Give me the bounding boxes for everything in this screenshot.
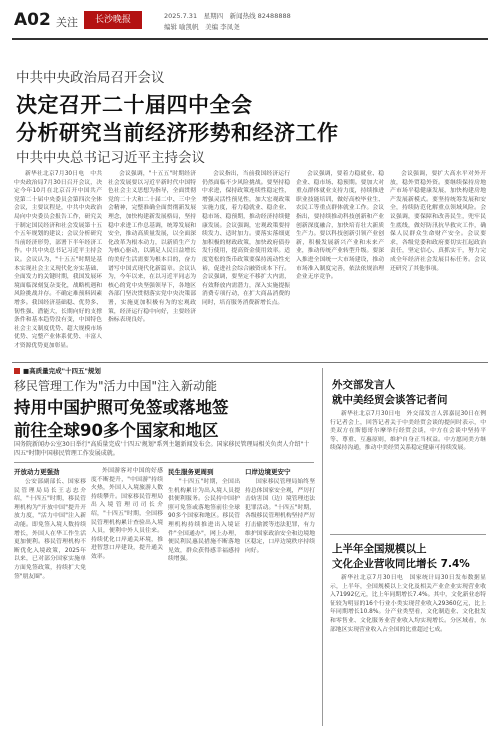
section-heading-border: 口岸边境更安宁 bbox=[245, 468, 291, 476]
second-headline-line1: 持用中国护照可免签或落地签 bbox=[14, 398, 229, 417]
second-headline-line2: 前往全球90多个国家和地区 bbox=[14, 421, 219, 440]
section-heading-open: 开放动力更强劲 bbox=[14, 468, 60, 476]
side1-body bbox=[330, 410, 486, 530]
lead-headline-line2: 分析研究当前经济形势和经济工作 bbox=[16, 121, 339, 145]
second-text-1: 公安部副部长、国家移民管理局局长王志忠介绍，"十四五"时期，移民管理机构为"开放中国"提升开放力度，"活力中国"注入新动能。即免签入境人数持续增长，外国人在华工作生活更加便利。移民管理机构不断优化入境政策，2025年以来，已对部分国家实施单方面免签政策，持续扩大免签"朋友圈"。 bbox=[14, 479, 86, 580]
masthead-divider bbox=[12, 38, 488, 40]
second-column-2 bbox=[91, 467, 163, 726]
lead-column-4 bbox=[296, 170, 384, 358]
editor-line: 编辑 喻凯帆 美编 李凤尧 bbox=[164, 23, 240, 31]
section-label: 关注 bbox=[56, 16, 78, 29]
lead-column-1 bbox=[14, 170, 102, 358]
lead-text-1: 新华社北京7月30日电 中共中央政治局7月30日召开会议，决定今年10月在北京召开中国共产党第二十届中央委员会第四次全体会议，主要议程是，中共中央政治局向中央委员会报告工作，研究关于制定国民经济和社会发展第十五个五年规划的建议；会议分析研究当前经济形势，部署下半年经济工作。中共中央总书记习近平主持会议。会议认为，"十五五"时期是基本实现社会主义现代化夯实基础、全面发力的关键时期，我国发展环境面临深刻复杂变化，战略机遇和风险挑战并存。不确定难预料因素增多。我国经济基础稳、优势多、韧性强、潜能大，长期向好的支撑条件和基本趋势没有变，中国特色社会主义制度优势、超大规模市场优势、完整产业体系优势、丰富人才资源优势更加彰显。 bbox=[14, 171, 102, 349]
side-break bbox=[330, 534, 486, 535]
side2-body bbox=[330, 574, 486, 726]
lead-column-2 bbox=[108, 170, 196, 358]
second-text-4: 国家移民管理局始终坚持总体国家安全观，严厉打击妨害国（边）境管理违法犯罪活动。"十四五"时期，各级移民管理机构坚持严厉打击偷渡等违法犯罪，有力维护国家政治安全和边境地区稳定，口岸边境秩序持续向好。 bbox=[245, 479, 315, 554]
side1-text: 新华社北京7月30日电 外交部发言人郭嘉昆30日在例行记者会上，回答记者关于中美经贸会谈的提问时表示，中美双方在斯德哥尔摩举行经贸会谈，中方在会谈中坚持平等、尊重、互惠原则，维护自身正当权益。中方愿同美方继续保持沟通，推动中美经贸关系稳定健康可持续发展。 bbox=[330, 411, 486, 452]
masthead bbox=[0, 0, 500, 38]
second-column-4 bbox=[245, 478, 315, 726]
newspaper-logo: 长沙晚报 bbox=[84, 11, 142, 29]
lead-divider bbox=[14, 462, 314, 463]
date-line: 2025.7.31 星期四 新闻热线 82488888 bbox=[164, 12, 291, 20]
lead-text-5: 会议强调，要扩大高水平对外开放，稳外贸稳外资。要继续保持房地产市场平稳健康发展，加快构建房地产发展新模式。要坚持统筹发展和安全，持续防范化解重点领域风险。会议强调，要保障和改善民生，兜牢民生底线，做好防汛抗旱救灾工作，确保人民群众生命财产安全。会议要求，各级党委和政府要切实扛起政治责任，坚定信心、真抓实干，努力完成全年经济社会发展目标任务。会议还研究了其他事项。 bbox=[390, 171, 486, 272]
second-text-2: 外国游客对中国的好感度不断提升，"中国游"持续火热，外国人入境旅游人数持续攀升。国家移民管理局出入境管理司司长介绍，"十四五"时期，全国移民管理机构累计查验出入境人员，便利中外人员往来。持续优化口岸通关环境，推进智慧口岸建设，提升通关效率。 bbox=[91, 468, 163, 560]
lead-column-3 bbox=[202, 170, 290, 358]
lead-text-3: 会议指出，当前我国经济运行仍然面临不少风险挑战。要坚持稳中求进，保持政策连续性稳定性，增强灵活性预见性，加大宏观政策实施力度，着力稳就业、稳企业、稳市场、稳预期，推动经济持续健康发展。会议强调，宏观政策要持续发力、适时加力。要落实落细更加积极的财政政策，加快政府债券发行使用，提高资金使用效率。适度宽松的货币政策要保持流动性充裕，促进社会综合融资成本下行。会议强调，要坚定不移扩大内需，有效释放内需潜力，深入实施提振消费专项行动，在扩大商品消费的同时，培育服务消费新增长点。 bbox=[202, 171, 290, 306]
lead-text-2: 会议强调，"十五五"时期经济社会发展要以习近平新时代中国特色社会主义思想为指导，全面贯彻党的二十大和二十届二中、三中全会精神，完整准确全面贯彻新发展理念，加快构建新发展格局，坚持稳中求进工作总基调，统筹发展和安全，推动高质量发展，以全面深化改革为根本动力，以新质生产力为核心驱动，以满足人民日益增长的美好生活需要为根本目的，奋力谱写中国式现代化新篇章。会议认为，今年以来，在以习近平同志为核心的党中央坚强领导下，各地区各部门坚决贯彻落实党中央决策部署，实施更加积极有为的宏观政策，经济运行稳中向好，主要经济指标表现良好。 bbox=[108, 171, 196, 324]
side2-text: 新华社北京7月30日电 国家统计局30日发布数据显示，上半年，全国规模以上文化及相关产业企业实现营业收入71992亿元，比上年同期增长7.4%。其中，文化新业态特征较为明显的16个行业小类实现营业收入29360亿元，比上年同期增长10.8%。分产业类型看，文化制造业、文化批发和零售业、文化服务业营业收入均实现增长。分区域看，东部地区实现营业收入占全国的比重超过七成。 bbox=[330, 575, 486, 633]
second-text-3: "十四五"时期，全国出生机构累计为出入境人员提供便利服务。公民持中国护照可免签或落地签前往全球90多个国家和地区。移民管理机构持续推进出入境证件"全国通办"，网上办理，便民利民惠民措施不断落地见效，群众获得感幸福感持续增强。 bbox=[168, 479, 240, 563]
side-divider bbox=[322, 368, 323, 726]
second-column-3 bbox=[168, 478, 240, 726]
lead-subhead: 中共中央总书记习近平主持会议 bbox=[16, 150, 205, 166]
section-divider bbox=[12, 362, 488, 363]
page-number: A02 bbox=[14, 10, 51, 30]
section-heading-service: 民生服务更周到 bbox=[168, 468, 214, 476]
lead-column-5 bbox=[390, 170, 486, 358]
tag-marker bbox=[14, 368, 20, 374]
lead-kicker: 中共中央政治局召开会议 bbox=[16, 70, 165, 86]
side1-headline-line1: 外交部发言人 bbox=[332, 379, 395, 391]
second-column-1 bbox=[14, 478, 86, 726]
second-lead: 国务院新闻办公室30日举行"高质量完成'十四五'规划"系列主题新闻发布会。国家移民管理局相关负责人介绍"十四五"时期中国移民管理工作发展成就。 bbox=[14, 441, 310, 457]
second-kicker: 移民管理工作为"活力中国"注入新动能 bbox=[14, 379, 218, 393]
side2-headline-line2: 文化企业营收同比增长 7.4% bbox=[332, 558, 470, 570]
lead-headline-line1: 决定召开二十届四中全会 bbox=[16, 93, 253, 117]
side1-headline-line2: 就中美经贸会谈答记者问 bbox=[332, 394, 448, 406]
story-tag: ■高质量完成"十四五"规划 bbox=[23, 367, 101, 375]
side2-headline-line1: 上半年全国规模以上 bbox=[332, 543, 427, 555]
lead-text-4: 会议强调，要着力稳就业、稳企业、稳市场、稳预期。要加大对重点群体就业支持力度，持续推进职业技能培训，做好高校毕业生、农民工等重点群体就业工作。会议指出，要持续推动科技创新和产业创新深度融合，加快培育壮大新质生产力。要以科技创新引领产业创新，积极发展新兴产业和未来产业，推动传统产业转型升级。要深入推进全国统一大市场建设，推动市场准入制度完善，依法依规治理企业无序竞争。 bbox=[296, 171, 384, 281]
